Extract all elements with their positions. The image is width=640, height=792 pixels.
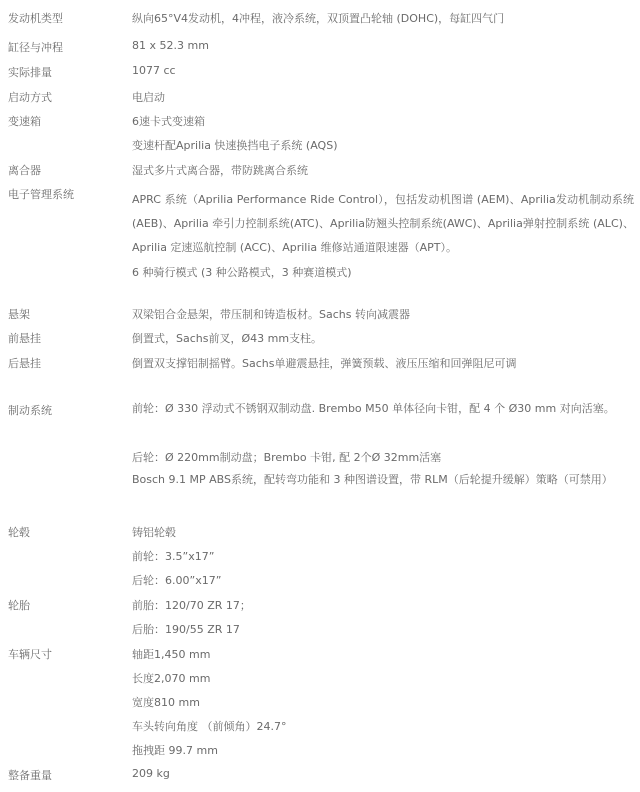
spec-label: 变速箱 — [8, 115, 41, 128]
spec-label: 悬架 — [8, 308, 30, 321]
spec-value: 轴距1,450 mm — [132, 648, 211, 661]
spec-value: 6速卡式变速箱 — [132, 115, 205, 128]
spec-label: 整备重量 — [8, 769, 52, 782]
spec-value-rear-brake: 后轮：Ø 220mm制动盘；Brembo 卡钳, 配 2个Ø 32mm活塞 — [132, 451, 442, 464]
spec-label: 后悬挂 — [8, 357, 41, 370]
spec-value-front-brake: 前轮：Ø 330 浮动式不锈钢双制动盘. Brembo M50 单体径向卡钳，配 4 个 Ø30 mm 对向活塞。 — [132, 402, 615, 415]
spec-label: 电子管理系统 — [8, 188, 74, 201]
spec-value-abs: Bosch 9.1 MP ABS系统，配转弯功能和 3 种图谱设置，带 RLM（后轮提升缓解）策略（可禁用） — [132, 473, 613, 486]
spec-value: 长度2,070 mm — [132, 672, 211, 685]
spec-label: 轮胎 — [8, 599, 30, 612]
spec-value: 铸铝轮毂 — [132, 526, 176, 539]
spec-value: 209 kg — [132, 767, 170, 780]
spec-label: 缸径与冲程 — [8, 41, 63, 54]
spec-value: 拖拽距 99.7 mm — [132, 744, 218, 757]
spec-value: 后轮：6.00”x17” — [132, 574, 222, 587]
spec-value: 双梁铝合金悬架，带压制和铸造板材。Sachs 转向减震器 — [132, 308, 410, 321]
spec-value: 前轮：3.5”x17” — [132, 550, 215, 563]
spec-label: 前悬挂 — [8, 332, 41, 345]
spec-label: 发动机类型 — [8, 12, 63, 25]
spec-value: 倒置双支撑铝制摇臂。Sachs单避震悬挂，弹簧预载、液压压缩和回弹阻尼可调 — [132, 357, 517, 370]
spec-value: 电启动 — [132, 91, 165, 104]
spec-value: 纵向65°V4发动机，4冲程，液冷系统，双顶置凸轮轴 (DOHC)，每缸四气门 — [132, 12, 505, 25]
spec-value: 前胎：120/70 ZR 17； — [132, 599, 251, 612]
spec-value-paragraph: APRC 系统（Aprilia Performance Ride Control），包括发动机图谱 (AEM)、Aprilia发动机制动系统(AEB)、Aprilia 牵引力控制系统(ATC)、Aprilia防翘头控制系统(AWC)、Aprilia弹射控制系统 (ALC)、Aprilia 定速巡航控制 (ACC)、Aprilia 维修站通道限速器（APT）。 — [132, 193, 634, 254]
spec-label: 车辆尺寸 — [8, 648, 52, 661]
spec-value: 湿式多片式离合器，带防跳离合系统 — [132, 164, 308, 177]
spec-value: 后胎：190/55 ZR 17 — [132, 623, 240, 636]
spec-label: 制动系统 — [8, 404, 52, 417]
spec-value: 宽度810 mm — [132, 696, 200, 709]
spec-value: 倒置式，Sachs前叉，Ø43 mm支柱。 — [132, 332, 323, 345]
spec-label: 启动方式 — [8, 91, 52, 104]
spec-label: 离合器 — [8, 164, 41, 177]
spec-value: 81 x 52.3 mm — [132, 39, 209, 52]
spec-value: 6 种骑行模式 (3 种公路模式，3 种赛道模式) — [132, 266, 352, 279]
spec-value: 变速杆配Aprilia 快速换挡电子系统 (AQS) — [132, 139, 338, 152]
spec-label: 实际排量 — [8, 66, 52, 79]
spec-label: 轮毂 — [8, 526, 30, 539]
spec-value: 车头转向角度 （前倾角）24.7° — [132, 720, 287, 733]
spec-value: 1077 cc — [132, 64, 176, 77]
